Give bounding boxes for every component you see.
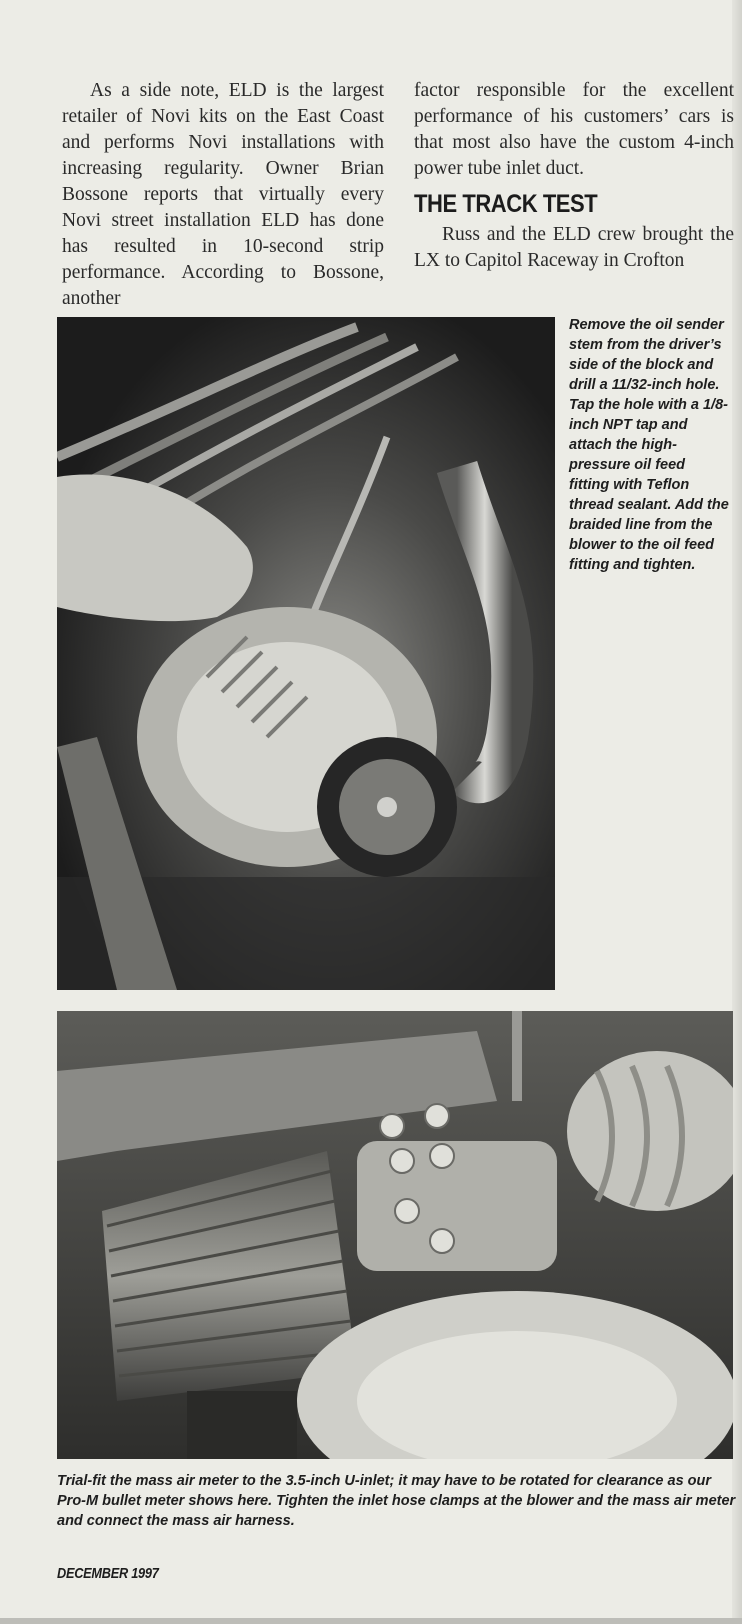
- body-text-left-column: As a side note, ELD is the largest retailer of Novi kits on the East Coast and performs Novi installations with increasing regularity. Owner Brian Bossone reports that virtually every Novi street installation ELD has done has resulted in 10-second strip performance. According to Bossone, another: [62, 80, 384, 309]
- photo-2-caption: Trial-fit the mass air meter to the 3.5-inch U-inlet; it may have to be rotated for clearance as our Pro-M bullet meter shows here. Tighten the inlet hose clamps at the blower and the mass air meter and connect the mass air harness.: [57, 1473, 736, 1529]
- mass-air-meter-photo: [57, 1011, 733, 1459]
- section-heading: THE TRACK TEST: [414, 190, 598, 218]
- issue-date-footer: DECEMBER 1997: [57, 1565, 159, 1582]
- body-text-right-column: factor responsible for the excellent performance of his customers’ cars is that most also have the custom 4-inch power tube inlet duct.: [414, 80, 734, 179]
- page-bottom-edge: [0, 1618, 742, 1624]
- engine-blower-photo: [57, 317, 555, 990]
- body-text-right-column-continued: Russ and the ELD crew brought the LX to Capitol Raceway in Crofton: [414, 224, 734, 271]
- photo-1-caption: Remove the oil sender stem from the driver’s side of the block and drill a 11/32-inch hole. Tap the hole with a 1/8-inch NPT tap and attach the high-pressure oil feed fitting with Teflon thread sealant. Add the braided line from the blower to the oil feed fitting and tighten.: [569, 317, 729, 573]
